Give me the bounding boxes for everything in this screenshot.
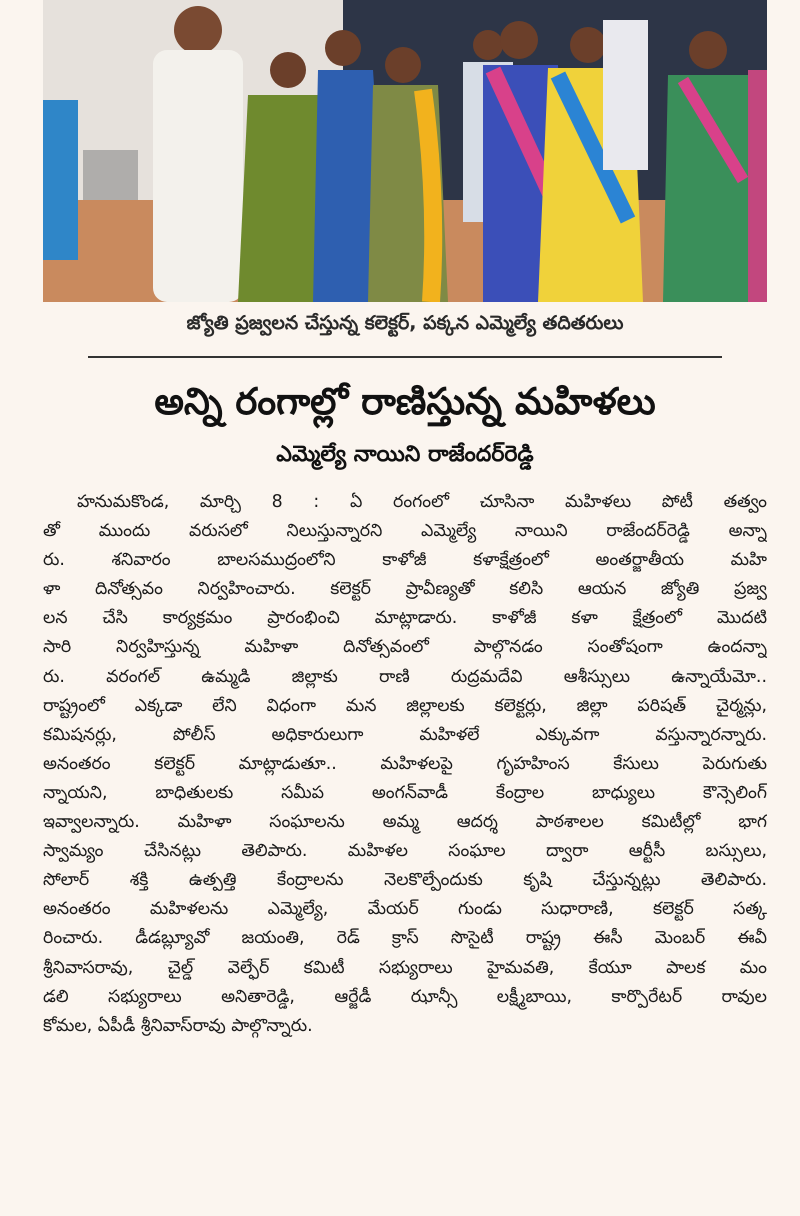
chair [83, 150, 138, 200]
subheadline: ఎమ్మెల్యే నాయిని రాజేందర్‌రెడ్డి [276, 442, 534, 467]
body-line: రు. వరంగల్ ఉమ్మడి జిల్లాకు రాణి రుద్రమదేవి ఆశీస్సులు ఉన్నాయేమో.. [43, 666, 767, 687]
person-head [689, 31, 727, 69]
body-line: ళా దినోత్సవం నిర్వహించారు. కలెక్టర్ ప్రావీణ్యతో కలిసి ఆయన జ్యోతి ప్రజ్వ [43, 579, 767, 600]
body-line: స్వామ్యం చేసినట్లు తెలిపారు. మహిళల సంఘాల ద్వారా ఆర్టీసీ బస్సులు, [43, 841, 767, 862]
man-shirt [603, 20, 648, 170]
divider [88, 356, 722, 358]
body-line: ఇవ్వాలన్నారు. మహిళా సంఘాలను అమ్మ ఆదర్శ పాఠశాలల కమిటీల్లో భాగ [43, 812, 767, 833]
article-body [43, 488, 767, 1041]
body-line: డలి సభ్యురాలు అనితారెడ్డి, ఆర్జేడీ ఝాన్సీ లక్ష్మీబాయి, కార్పొరేటర్ రావుల [43, 986, 767, 1007]
person-head [570, 27, 606, 63]
person-right-edge [748, 70, 767, 302]
body-line: తో ముందు వరుసలో నిలుస్తున్నారని ఎమ్మెల్యే నాయిని రాజేందర్‌రెడ్డి అన్నా [43, 521, 767, 542]
person-head [270, 52, 306, 88]
body-line: సోలార్ శక్తి ఉత్పత్తి కేంద్రాలను నెలకొల్పేందుకు కృషి చేస్తున్నట్లు తెలిపారు. [43, 870, 767, 891]
person-head [473, 30, 503, 60]
person-head [174, 6, 222, 54]
body-line: హనుమకొండ, మార్చి 8 : ఏ రంగంలో చూసినా మహిళలు పోటీ తత్వం [77, 492, 767, 512]
body-line: రించారు. డీడబ్ల్యూవో జయంతి, రెడ్ క్రాస్ సొసైటీ రాష్ట్ర ఈసీ మెంబర్ ఈవీ [43, 928, 767, 949]
photo-caption: జ్యోతి ప్రజ్వలన చేస్తున్న కలెక్టర్, పక్కన ఎమ్మెల్యే తదితరులు [186, 312, 624, 334]
body-line: రాష్ట్రంలో ఎక్కడా లేని విధంగా మన జిల్లాలకు కలెక్టర్లు, జిల్లా పరిషత్ చైర్మన్లు, [43, 695, 767, 716]
event-photo [43, 0, 767, 302]
body-line: రు. శనివారం బాలసముద్రంలోని కాళోజీ కళాక్షేత్రంలో అంతర్జాతీయ మహి [43, 550, 767, 571]
person-head [325, 30, 361, 66]
person-left-edge [43, 100, 78, 260]
body-line: లన చేసి కార్యక్రమం ప్రారంభించి మాట్లాడారు. కాళోజీ కళా క్షేత్రంలో మొదటి [43, 608, 767, 629]
body-line: న్నాయని, బాధితులకు సమీప అంగన్‌వాడీ కేంద్రాల బాధ్యులు కౌన్సెలింగ్ [43, 782, 767, 803]
event-photo-illustration [43, 0, 767, 302]
body-line: కమిషనర్లు, పోలీస్ అధికారులుగా మహిళలే ఎక్కువగా వస్తున్నారన్నారు. [43, 724, 767, 745]
body-line: సారి నిర్వహిస్తున్న మహిళా దినోత్సవంలో పాల్గొనడం సంతోషంగా ఉందన్నా [43, 637, 767, 658]
body-line: అనంతరం మహిళలను ఎమ్మెల్యే, మేయర్ గుండు సుధారాణి, కలెక్టర్ సత్క [43, 899, 767, 920]
headline: అన్ని రంగాల్లో రాణిస్తున్న మహిళలు [154, 380, 656, 423]
person-head [500, 21, 538, 59]
woman-teal-sari [663, 75, 755, 302]
body-line: కోమల, ఏపీడీ శ్రీనివాస్‌రావు పాల్గొన్నారు. [43, 1015, 313, 1036]
body-line: శ్రీనివాసరావు, చైల్డ్ వెల్ఫేర్ కమిటీ సభ్యురాలు హైమవతి, కేయూ పాలక మం [43, 957, 767, 978]
person-head [385, 47, 421, 83]
body-line: అనంతరం కలెక్టర్ మాట్లాడుతూ.. మహిళలపై గృహహింస కేసులు పెరుగుతు [43, 753, 767, 774]
man-white-shirt [153, 50, 243, 302]
flower-garland [423, 90, 433, 302]
